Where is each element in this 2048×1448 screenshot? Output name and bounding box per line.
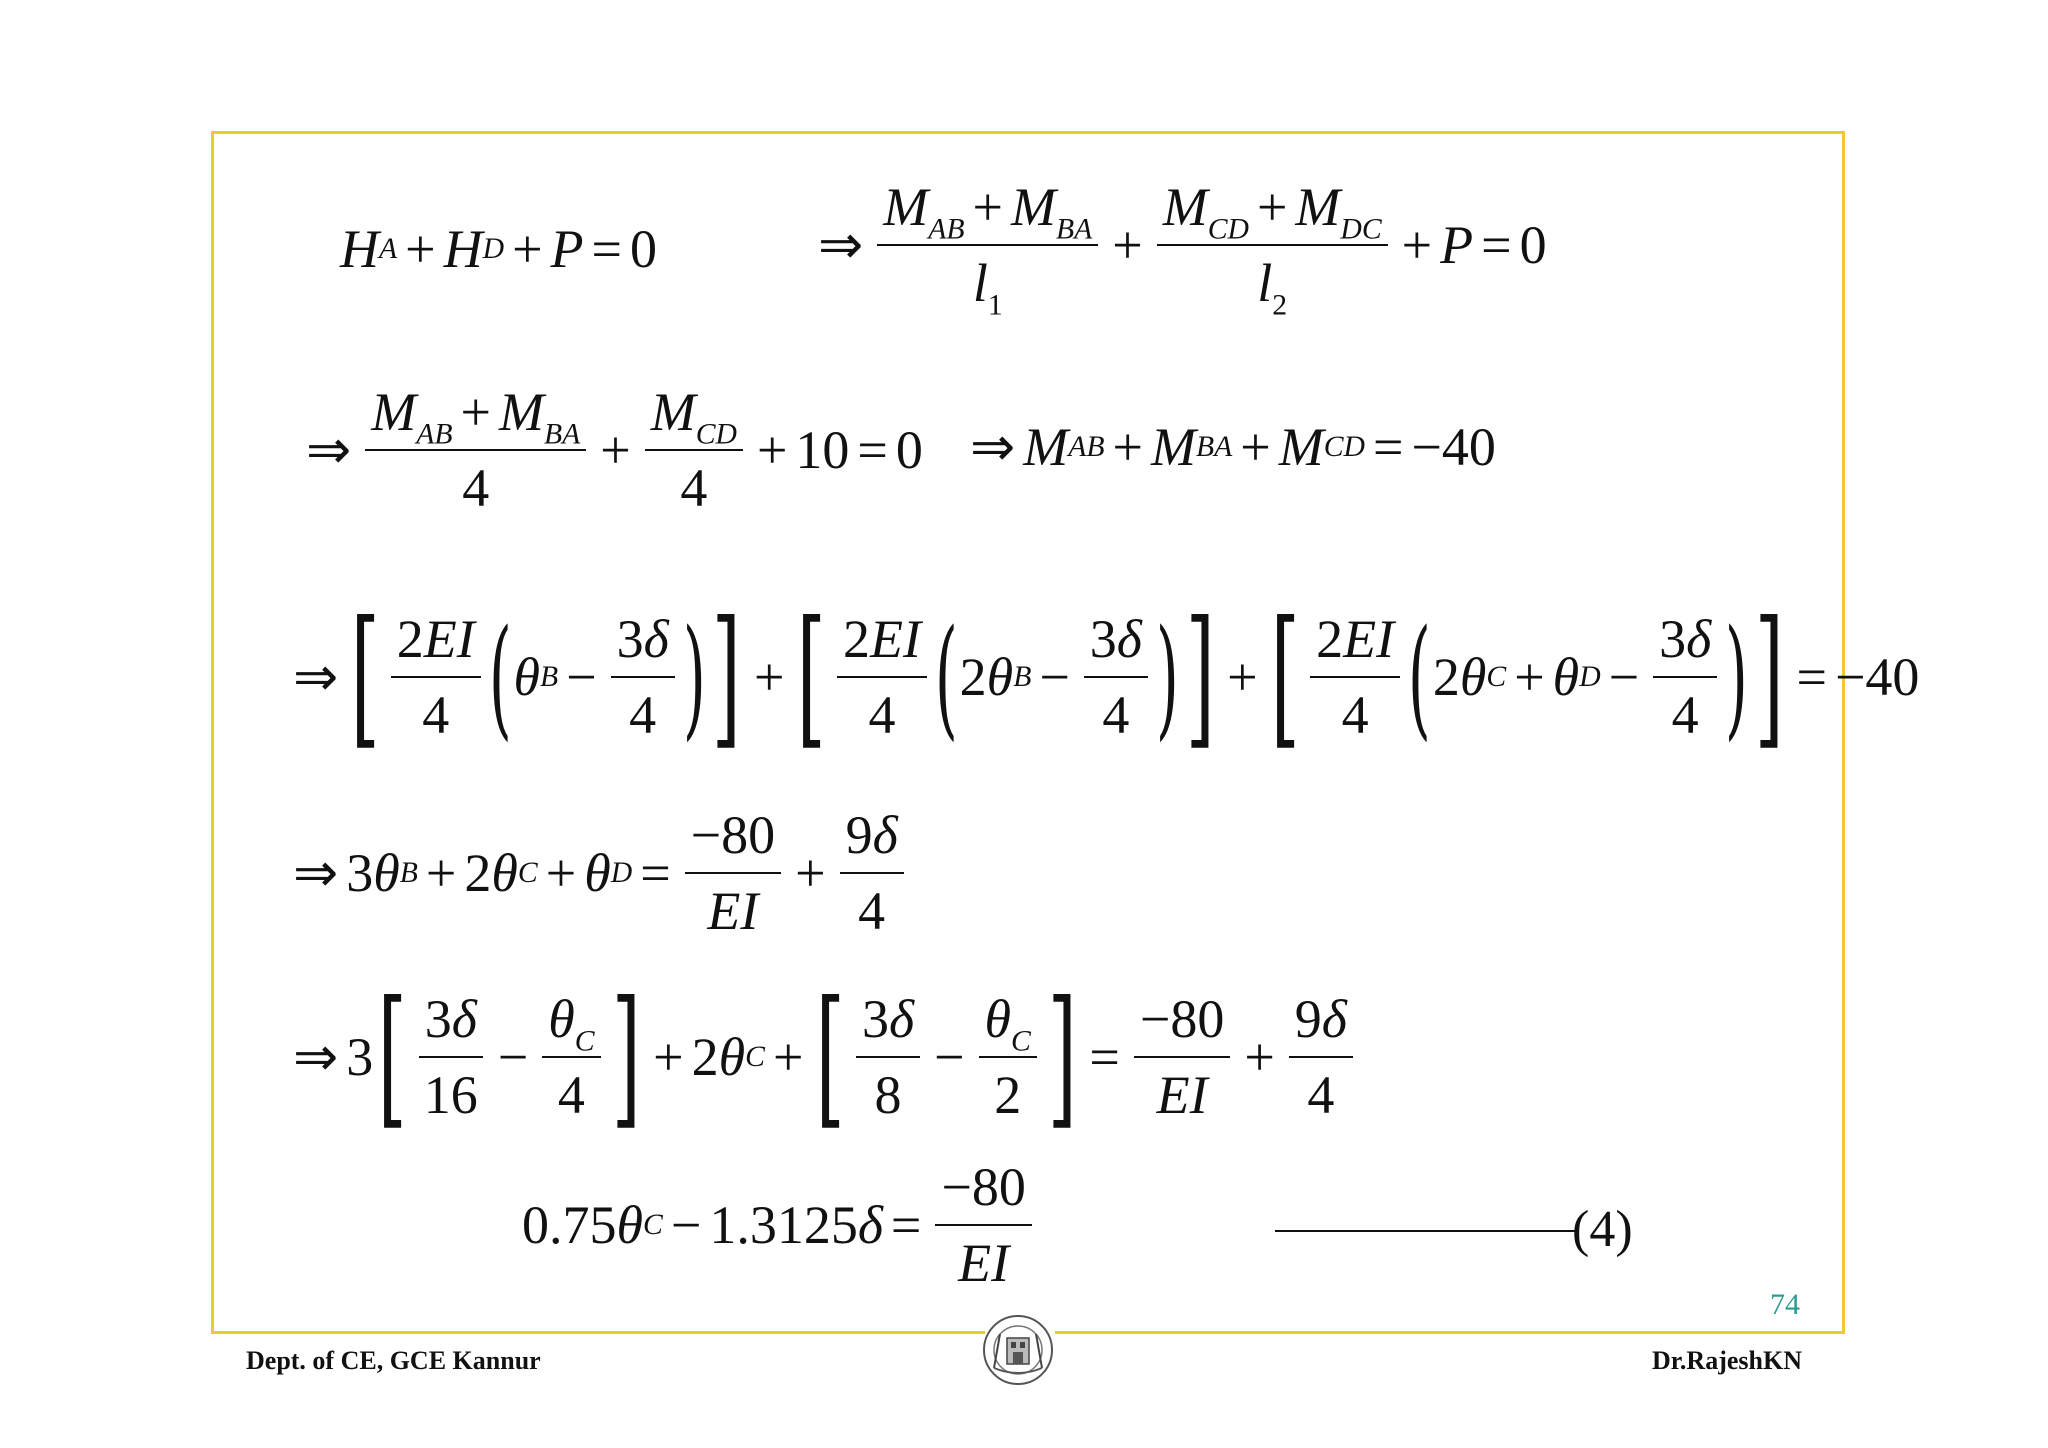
equation-rotation-relation: ⇒ 3 θ B + 2 θ C + θ D = $\frac{-80}{EI}$ + $\frac{9\delta}{4}$ <box>285 808 910 938</box>
equation-substituted-rotations: ⇒ 3 [ $\frac{3\delta}{16}$ − $\frac{\theta_C}{4}$ ] + 2 θ C + [ $\frac{3\delta}{8}$ − $\frac{\theta_C}{2}$ ] = $\frac{-80}{EI}$ + $\frac{9\delta}{4}$ <box>285 982 1359 1132</box>
college-emblem-icon <box>980 1312 1056 1388</box>
equation-horizontal-equilibrium: H A + H D + P = 0 <box>340 219 657 279</box>
equation-slope-deflection-substitution: ⇒ [ $\frac{2EI}{4}$ ( θ B − $\frac{3\delta}{4}$ ) ] + [ $\frac{2EI}{4}$ ( 2 θ B − $\frac{3\delta}{4}$ ) ] + [ $\frac{2EI}{4}$ ( 2 θ C + θ D − $\frac{3\delta}{4}$ ) ] = −40 <box>293 590 1920 764</box>
footer-department: Dept. of CE, GCE Kannur <box>246 1346 541 1375</box>
page-number: 74 <box>1770 1288 1800 1321</box>
footer-author: Dr.RajeshKN <box>1652 1346 1802 1375</box>
equation-moment-sum-numeric: ⇒ $\frac{M_{AB} + M_{BA}}{4}$ + $\frac{M_{CD}}{4}$ + 10 = 0 <box>306 382 923 518</box>
equation-moment-sum-general: ⇒ $\frac{M_{AB} + M_{BA}}{l_1}$ + $\frac{M_{CD} + M_{DC}}{l_2}$ + P = 0 <box>818 177 1547 322</box>
equation-leader-line <box>1275 1230 1575 1232</box>
equation-final-four: 0.75 θ C − 1.3125 δ = $\frac{-80}{EI}$ <box>522 1160 1038 1290</box>
equation-number: (4) <box>1572 1201 1633 1258</box>
equation-moment-sum-result: ⇒ M AB + M BA + M CD = −40 <box>970 417 1496 477</box>
